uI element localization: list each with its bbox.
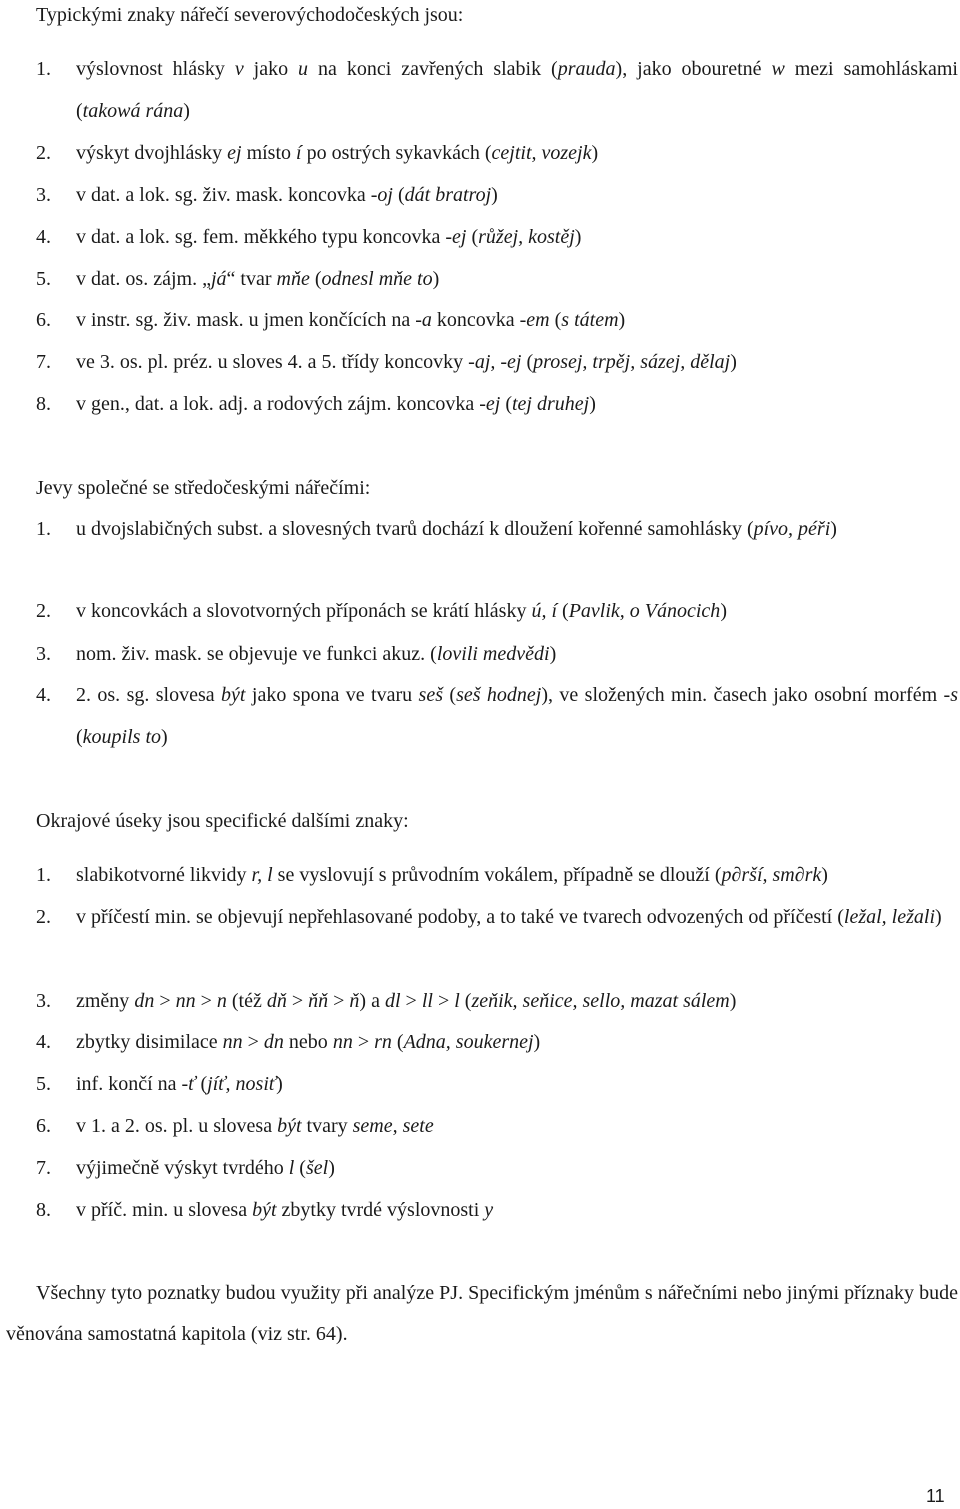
item-text: 2. os. sg. slovesa být jako spona ve tvaru seš (seš hodnej), ve složených min. časech jako osobní morfém -s (koupils to) [76,684,958,748]
item-number: 1. [36,58,51,80]
item-number: 7. [36,1157,51,1179]
list-item [36,854,958,896]
list-item [36,299,958,341]
item-number: 5. [36,1073,51,1095]
item-number: 4. [36,226,51,248]
item-text: inf. končí na -ť (jíť, nosiť) [76,1073,283,1095]
section-heading-central: Jevy společné se středočeskými nářečími: [36,477,371,499]
item-text: slabikotvorné likvidy r, l se vyslovují s průvodním vokálem, případně se dlouží (p∂rší, sm∂rk) [76,864,828,886]
item-text: v 1. a 2. os. pl. u slovesa být tvary seme, sete [76,1115,434,1137]
list-item [36,1063,958,1105]
item-number: 8. [36,393,51,415]
item-text: v instr. sg. živ. mask. u jmen končících na -a koncovka -em (s tátem) [76,309,626,331]
item-number: 3. [36,990,51,1012]
list-item [36,258,958,300]
item-text: v dat. a lok. sg. fem. měkkého typu koncovka -ej (růžej, kostěj) [76,226,582,248]
item-text: výjimečně výskyt tvrdého l (šel) [76,1157,335,1179]
list-item [36,1147,958,1189]
list-item [36,590,958,632]
item-text: v dat. a lok. sg. živ. mask. koncovka -oj (dát bratroj) [76,184,498,206]
list-item [36,216,958,258]
item-number: 6. [36,1115,51,1137]
item-text: výslovnost hlásky v jako u na konci zavřených slabik (prauda), jako obouretné w mezi samohláskami (takowá rána) [76,58,958,122]
item-number: 6. [36,309,51,331]
list-item [36,132,958,174]
item-number: 4. [36,1031,51,1053]
list-item [36,980,958,1022]
item-text: zbytky disimilace nn > dn nebo nn > rn (Adna, soukernej) [76,1031,541,1053]
list-item [36,1189,958,1231]
list-item [36,633,958,675]
section-heading-peripheral: Okrajové úseky jsou specifické dalšími znaky: [36,810,409,832]
item-text: výskyt dvojhlásky ej místo í po ostrých sykavkách (cejtit, vozejk) [76,142,599,164]
item-number: 1. [36,518,51,540]
item-number: 3. [36,184,51,206]
item-number: 1. [36,864,51,886]
item-text: ve 3. os. pl. préz. u sloves 4. a 5. třídy koncovky -aj, -ej (prosej, trpěj, sázej, dělaj) [76,351,737,373]
item-number: 4. [36,684,51,706]
list-item [36,674,958,758]
item-text: v gen., dat. a lok. adj. a rodových zájm. koncovka -ej (tej druhej) [76,393,596,415]
item-text: v příčestí min. se objevují nepřehlasované podoby, a to také ve tvarech odvozených od příčestí (ležal, ležali) [76,906,942,928]
list-item [36,508,958,550]
item-number: 8. [36,1199,51,1221]
item-number: 2. [36,600,51,622]
item-text: v koncovkách a slovotvorných příponách se krátí hlásky ú, í (Pavlik, o Vánocich) [76,600,727,622]
list-item [36,341,958,383]
list-item [36,896,958,938]
page-number: 11 [926,1486,945,1506]
item-number: 2. [36,142,51,164]
item-number: 2. [36,906,51,928]
section-heading-northeast: Typickými znaky nářečí severovýchodočeských jsou: [36,4,464,26]
item-text: u dvojslabičných subst. a slovesných tvarů dochází k dloužení kořenné samohlásky (pívo, péři) [76,518,837,540]
list-item [36,48,958,132]
item-number: 7. [36,351,51,373]
item-text: v příč. min. u slovesa být zbytky tvrdé výslovnosti y [76,1199,494,1221]
item-number: 3. [36,643,51,665]
list-item [36,174,958,216]
list-item [36,383,958,425]
item-text: v dat. os. zájm. „já“ tvar mňe (odnesl mňe to) [76,268,440,290]
item-text: nom. živ. mask. se objevuje ve funkci akuz. (lovili medvědi) [76,643,557,665]
item-number: 5. [36,268,51,290]
closing-paragraph: Všechny tyto poznatky budou využity při analýze PJ. Specifickým jménům s nářečními nebo jinými příznaky bude věnována samostatná kapitola (viz str. 64). [6,1282,958,1345]
list-item [36,1021,958,1063]
item-text: změny dn > nn > n (též dň > ňň > ň) a dl > ll > l (zeňik, seňice, sello, mazat sálem) [76,990,737,1012]
list-item [36,1105,958,1147]
